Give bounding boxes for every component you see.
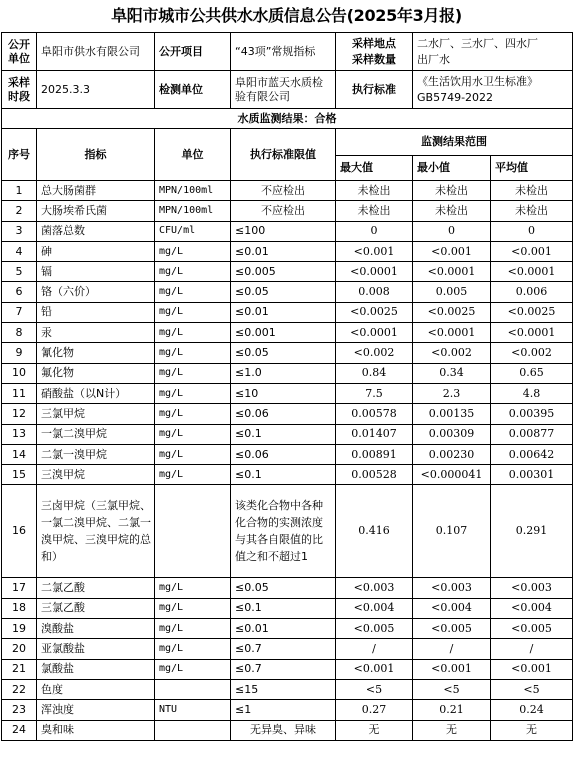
row-no: 12: [2, 404, 37, 424]
row-avg: 未检出: [491, 181, 573, 201]
row-max: <0.0001: [336, 262, 413, 282]
row-max: 0.27: [336, 700, 413, 720]
col-header-avg: 平均值: [491, 156, 573, 181]
row-avg: 0.24: [491, 700, 573, 720]
row-no: 2: [2, 201, 37, 221]
row-limit: ≤0.05: [231, 343, 336, 363]
col-header-limit: 执行标准限值: [231, 129, 336, 181]
table-row: [2, 720, 573, 740]
row-max: /: [336, 639, 413, 659]
item-value: “43项”常规指标: [231, 33, 336, 71]
row-limit: ≤0.005: [231, 262, 336, 282]
row-max: <0.003: [336, 578, 413, 598]
row-no: 22: [2, 679, 37, 699]
row-unit: mg/L: [155, 578, 231, 598]
row-limit: ≤0.01: [231, 241, 336, 261]
table-row: [2, 343, 573, 363]
row-no: 8: [2, 323, 37, 343]
row-indicator: 氟化物: [37, 363, 155, 383]
row-min: 无: [413, 720, 491, 740]
row-unit: mg/L: [155, 598, 231, 618]
row-min: 0.21: [413, 700, 491, 720]
row-limit: ≤0.1: [231, 598, 336, 618]
row-unit: mg/L: [155, 323, 231, 343]
row-min: <0.0001: [413, 323, 491, 343]
row-unit: mg/L: [155, 424, 231, 444]
row-unit: MPN/100ml: [155, 181, 231, 201]
qty-label: 采样数量: [352, 52, 396, 66]
row-unit: [155, 720, 231, 740]
table-row: [2, 444, 573, 464]
row-avg: 0.00877: [491, 424, 573, 444]
unit-label: 公开单位: [2, 33, 37, 71]
col-header-no: 序号: [2, 129, 37, 181]
row-min: 未检出: [413, 181, 491, 201]
row-max: 0: [336, 221, 413, 241]
table-row: [2, 485, 573, 578]
row-no: 19: [2, 619, 37, 639]
row-min: <0.004: [413, 598, 491, 618]
row-indicator: 总大肠菌群: [37, 181, 155, 201]
table-row: [2, 404, 573, 424]
row-avg: <0.004: [491, 598, 573, 618]
row-no: 6: [2, 282, 37, 302]
row-unit: mg/L: [155, 383, 231, 403]
row-indicator: 三卤甲烷（三氯甲烷、一氯二溴甲烷、二氯一溴甲烷、三溴甲烷的总和）: [37, 485, 155, 578]
row-indicator: 汞: [37, 323, 155, 343]
row-avg: <0.005: [491, 619, 573, 639]
row-limit: 不应检出: [231, 181, 336, 201]
row-max: <0.001: [336, 241, 413, 261]
table-row: [2, 465, 573, 485]
row-limit: ≤0.05: [231, 282, 336, 302]
table-row: [2, 578, 573, 598]
row-min: 0.107: [413, 485, 491, 578]
lab-label: 检测单位: [155, 71, 231, 109]
col-header-range: 监测结果范围: [336, 129, 573, 156]
row-max: 0.00528: [336, 465, 413, 485]
data-rows: [2, 181, 573, 741]
row-indicator: 大肠埃希氏菌: [37, 201, 155, 221]
row-unit: NTU: [155, 700, 231, 720]
table-row: [2, 302, 573, 322]
row-min: 0.34: [413, 363, 491, 383]
row-no: 5: [2, 262, 37, 282]
row-indicator: 色度: [37, 679, 155, 699]
row-avg: 0.00395: [491, 404, 573, 424]
row-min: <0.0001: [413, 262, 491, 282]
table-row: [2, 424, 573, 444]
row-unit: mg/L: [155, 302, 231, 322]
std-values: [413, 71, 573, 109]
table-row: [2, 181, 573, 201]
row-min: 0.005: [413, 282, 491, 302]
row-no: 4: [2, 241, 37, 261]
std-label: 执行标准: [336, 71, 413, 109]
row-limit: ≤0.06: [231, 444, 336, 464]
site-labels: [336, 33, 413, 71]
lab-value: 阜阳市蓝天水质检验有限公司: [231, 71, 336, 109]
row-no: 21: [2, 659, 37, 679]
row-indicator: 二氯乙酸: [37, 578, 155, 598]
row-indicator: 砷: [37, 241, 155, 261]
row-min: 2.3: [413, 383, 491, 403]
row-avg: <0.001: [491, 241, 573, 261]
row-min: <0.000041: [413, 465, 491, 485]
row-min: <5: [413, 679, 491, 699]
table-row: [2, 323, 573, 343]
qty-value: 出厂水: [417, 52, 450, 66]
page-title: 阜阳市城市公共供水水质信息公告(2025年3月报): [111, 6, 462, 25]
row-max: <0.004: [336, 598, 413, 618]
info-header: [2, 33, 573, 181]
row-limit: ≤0.01: [231, 302, 336, 322]
row-avg: 未检出: [491, 201, 573, 221]
row-limit: ≤0.7: [231, 659, 336, 679]
row-avg: 无: [491, 720, 573, 740]
row-no: 24: [2, 720, 37, 740]
row-max: 未检出: [336, 181, 413, 201]
row-limit: ≤0.1: [231, 465, 336, 485]
row-no: 17: [2, 578, 37, 598]
row-unit: [155, 485, 231, 578]
row-indicator: 溴酸盐: [37, 619, 155, 639]
row-avg: 0.00301: [491, 465, 573, 485]
row-min: <0.0025: [413, 302, 491, 322]
table-row: [2, 241, 573, 261]
row-no: 1: [2, 181, 37, 201]
table-row: [2, 598, 573, 618]
row-unit: mg/L: [155, 343, 231, 363]
site-values: [413, 33, 573, 71]
row-avg: 4.8: [491, 383, 573, 403]
row-unit: MPN/100ml: [155, 201, 231, 221]
time-value: 2025.3.3: [37, 71, 155, 109]
row-min: <0.001: [413, 241, 491, 261]
row-indicator: 铬（六价）: [37, 282, 155, 302]
row-unit: mg/L: [155, 241, 231, 261]
row-no: 7: [2, 302, 37, 322]
row-limit: ≤1: [231, 700, 336, 720]
row-avg: /: [491, 639, 573, 659]
row-avg: 0.291: [491, 485, 573, 578]
row-avg: <0.002: [491, 343, 573, 363]
row-no: 9: [2, 343, 37, 363]
row-min: <0.005: [413, 619, 491, 639]
row-max: <0.005: [336, 619, 413, 639]
row-indicator: 镉: [37, 262, 155, 282]
row-avg: <0.0025: [491, 302, 573, 322]
row-limit: ≤100: [231, 221, 336, 241]
row-max: 0.84: [336, 363, 413, 383]
row-unit: mg/L: [155, 619, 231, 639]
table-row: [2, 659, 573, 679]
row-min: 0.00135: [413, 404, 491, 424]
row-indicator: 臭和味: [37, 720, 155, 740]
row-no: 15: [2, 465, 37, 485]
row-avg: <5: [491, 679, 573, 699]
row-indicator: 铅: [37, 302, 155, 322]
site-value: 二水厂、三水厂、四水厂: [417, 36, 538, 50]
row-no: 11: [2, 383, 37, 403]
row-max: 未检出: [336, 201, 413, 221]
row-min: 0.00230: [413, 444, 491, 464]
row-min: <0.002: [413, 343, 491, 363]
row-indicator: 氯酸盐: [37, 659, 155, 679]
table-row: [2, 221, 573, 241]
row-limit: ≤1.0: [231, 363, 336, 383]
row-no: 23: [2, 700, 37, 720]
row-max: 0.00891: [336, 444, 413, 464]
row-unit: mg/L: [155, 363, 231, 383]
row-min: /: [413, 639, 491, 659]
row-avg: 0.00642: [491, 444, 573, 464]
row-min: 0.00309: [413, 424, 491, 444]
table-row: [2, 679, 573, 699]
row-indicator: 硝酸盐（以N计）: [37, 383, 155, 403]
row-unit: mg/L: [155, 639, 231, 659]
table-row: [2, 383, 573, 403]
row-limit: ≤0.06: [231, 404, 336, 424]
col-header-name: 指标: [37, 129, 155, 181]
row-limit: 不应检出: [231, 201, 336, 221]
row-indicator: 亚氯酸盐: [37, 639, 155, 659]
row-max: <0.0001: [336, 323, 413, 343]
row-limit: ≤0.01: [231, 619, 336, 639]
row-limit: ≤0.001: [231, 323, 336, 343]
row-unit: mg/L: [155, 404, 231, 424]
row-no: 20: [2, 639, 37, 659]
table-row: [2, 282, 573, 302]
row-limit: 无异臭、异味: [231, 720, 336, 740]
row-max: <0.0025: [336, 302, 413, 322]
unit-value: 阜阳市供水有限公司: [37, 33, 155, 71]
item-label: 公开项目: [155, 33, 231, 71]
row-indicator: 三氯乙酸: [37, 598, 155, 618]
std-value-name: 《生活饮用水卫生标准》: [417, 74, 538, 88]
table-row: [2, 700, 573, 720]
table-row: [2, 363, 573, 383]
table-row: [2, 639, 573, 659]
row-avg: 0.65: [491, 363, 573, 383]
row-max: 无: [336, 720, 413, 740]
row-max: 0.416: [336, 485, 413, 578]
row-limit: ≤10: [231, 383, 336, 403]
row-limit: ≤0.1: [231, 424, 336, 444]
row-max: <5: [336, 679, 413, 699]
row-max: 0.01407: [336, 424, 413, 444]
table-row: [2, 262, 573, 282]
row-no: 18: [2, 598, 37, 618]
row-max: <0.002: [336, 343, 413, 363]
row-avg: <0.001: [491, 659, 573, 679]
row-min: <0.001: [413, 659, 491, 679]
row-max: <0.001: [336, 659, 413, 679]
table-row: [2, 201, 573, 221]
row-indicator: 氰化物: [37, 343, 155, 363]
col-header-min: 最小值: [413, 156, 491, 181]
row-no: 13: [2, 424, 37, 444]
row-unit: mg/L: [155, 465, 231, 485]
row-max: 0.00578: [336, 404, 413, 424]
row-min: <0.003: [413, 578, 491, 598]
row-avg: 0.006: [491, 282, 573, 302]
row-max: 7.5: [336, 383, 413, 403]
water-quality-table: [1, 32, 573, 741]
row-min: 0: [413, 221, 491, 241]
row-limit: ≤0.7: [231, 639, 336, 659]
row-indicator: 三溴甲烷: [37, 465, 155, 485]
row-unit: CFU/ml: [155, 221, 231, 241]
row-max: 0.008: [336, 282, 413, 302]
row-limit: ≤0.05: [231, 578, 336, 598]
row-indicator: 一氯二溴甲烷: [37, 424, 155, 444]
row-unit: mg/L: [155, 262, 231, 282]
row-unit: mg/L: [155, 444, 231, 464]
row-indicator: 三氯甲烷: [37, 404, 155, 424]
row-unit: [155, 679, 231, 699]
site-label: 采样地点: [352, 36, 396, 50]
row-avg: <0.0001: [491, 262, 573, 282]
row-indicator: 浑浊度: [37, 700, 155, 720]
result-summary: 水质监测结果：合格: [2, 109, 573, 129]
row-unit: mg/L: [155, 659, 231, 679]
row-avg: 0: [491, 221, 573, 241]
row-avg: <0.0001: [491, 323, 573, 343]
row-indicator: 二氯一溴甲烷: [37, 444, 155, 464]
row-unit: mg/L: [155, 282, 231, 302]
table-row: [2, 619, 573, 639]
row-no: 14: [2, 444, 37, 464]
time-label: 采样时段: [2, 71, 37, 109]
col-header-max: 最大值: [336, 156, 413, 181]
row-indicator: 菌落总数: [37, 221, 155, 241]
col-header-unit: 单位: [155, 129, 231, 181]
row-limit: ≤15: [231, 679, 336, 699]
row-limit: 该类化合物中各种化合物的实测浓度与其各自限值的比值之和不超过1: [231, 485, 336, 578]
std-value-code: GB5749-2022: [417, 90, 494, 104]
row-no: 10: [2, 363, 37, 383]
row-avg: <0.003: [491, 578, 573, 598]
row-no: 16: [2, 485, 37, 578]
row-no: 3: [2, 221, 37, 241]
row-min: 未检出: [413, 201, 491, 221]
